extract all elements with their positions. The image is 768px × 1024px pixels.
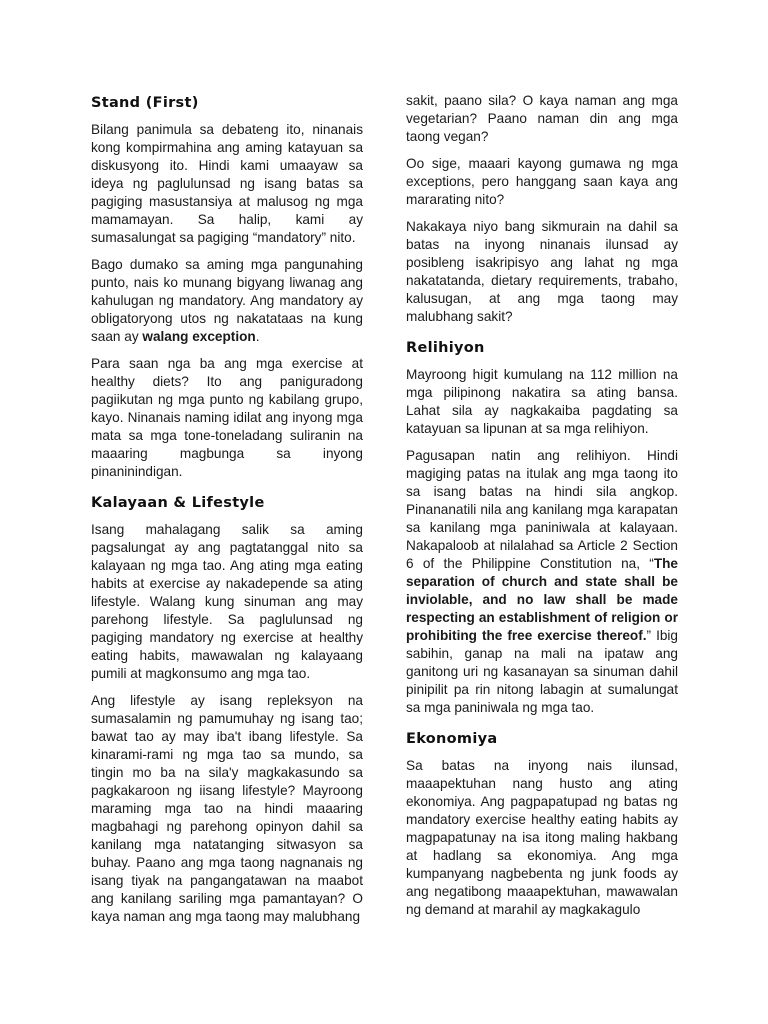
continuation-paragraph-1: sakit, paano sila? O kaya naman ang mga vegetarian? Paano naman din ang mga taong vegan? [406,93,678,144]
section-title-stand: Stand (First) [91,95,199,111]
section-title-ekonomiya: Ekonomiya [406,731,498,747]
kalayaan-paragraph-2: Ang lifestyle ay isang repleksyon na sumasalamin ng pamumuhay ng isang tao; bawat tao ay may iba't ibang lifestyle. Sa kinarami-rami ng mga tao sa mundo, sa tingin mo ba na sila'y magkakasundo sa pagkakaroon ng iisang lifestyle? Mayroong maraming mga tao na hindi maaaring magbahagi ng parehong opinyon dahil sa kanilang mga natatanging sitwasyon sa buhay. Paano ang mga taong nagnanais ng isang tiyak na pangangatawan na maabot ang kanilang sariling mga pamantayan? O kaya naman ang mga taong may malubhang [91,693,363,924]
section-title-relihiyon: Relihiyon [406,340,485,356]
constitution-quote: The separation of church and state shall be inviolable, and no law shall be made respecting an establishment of religion or prohibiting the free exercise thereof. [406,556,678,643]
stand-paragraph-2-text: Bago dumako sa aming mga pangunahing punto, nais ko munang bigyang liwanag ang kahulugan ng mandatory. Ang mandatory ay obligatoryong utos ng nakatataas na kung saan ay [91,257,363,344]
ekonomiya-paragraph-1: Sa batas na inyong nais ilunsad, maaapektuhan nang husto ang ating ekonomiya. Ang pagpapatupad ng batas ng mandatory exercise healthy eating habits ay magpapatunay na isa itong maling hakbang at hadlang sa ekonomiya. Ang mga kumpanyang nagbebenta ng junk foods ay ang negatibong maaapektuhan, mawawalan ng demand at marahil ay magkakagulo [406,758,678,917]
stand-paragraph-1: Bilang panimula sa debateng ito, ninanais kong kompirmahina ang aming katayuan sa diskusyong ito. Hindi kami umaayaw sa ideya ng paglulunsad ng isang batas sa pagiging masustansiya at malusog ng mga mamamayan. Sa halip, kami ay sumasalungat sa pagiging “mandatory” nito. [91,122,363,245]
kalayaan-paragraph-1: Isang mahalagang salik sa aming pagsalungat ay ang pagtatanggal nito sa kalayaan ng mga tao. Ang ating mga eating habits at exercise ay nakadepende sa ating lifestyle. Walang kung sinuman ang may parehong lifestyle. Sa paglulunsad ng pagiging mandatory ng exercise at healthy eating habits, mawawalan ng kalayaang pumili at magkonsumo ang mga tao. [91,522,363,681]
stand-paragraph-3: Para saan nga ba ang mga exercise at healthy diets? Ito ang paniguradong pagiikutan ng mga punto ng kabilang grupo, kayo. Ninanais naming idilat ang inyong mga mata sa mga tone-toneladang suliranin na maaaring magbunga sa inyong pinaninindigan. [91,356,363,479]
section-title-kalayaan: Kalayaan & Lifestyle [91,495,265,511]
right-column [406,92,678,928]
relihiyon-paragraph-2-text-b: ” Ibig sabihin, ganap na mali na ipataw ang ganitong uri ng kasanayan sa sinuman dahil pinipilit pa rin nitong labagin at sumalungat sa mga paniniwala ng mga tao. [406,628,678,715]
relihiyon-paragraph-1: Mayroong higit kumulang na 112 million na mga pilipinong nakatira sa ating bansa. Lahat sila ay nagkakaiba pagdating sa katayuan sa lipunan at sa mga relihiyon. [406,367,678,436]
continuation-paragraph-3: Nakakaya niyo bang sikmurain na dahil sa batas na inyong ninanais ilunsad ay posibleng isakripisyo ang lahat ng mga nakatatanda, dietary requirements, trabaho, kalusugan, at ang mga taong may malubhang sakit? [406,219,678,324]
left-column [91,95,363,935]
stand-paragraph-2 [91,256,363,346]
continuation-paragraph-2: Oo sige, maaari kayong gumawa ng mga exceptions, pero hanggang saan kaya ang mararating nito? [406,156,678,207]
relihiyon-paragraph-2-text-a: Pagusapan natin ang relihiyon. Hindi magiging patas na itulak ang mga taong ito sa isang batas na hindi sila angkop. Pinananatili nila ang kanilang mga karapatan sa kanilang mga paniniwala at kalayaan. Nakapaloob at nilalahad sa Article 2 Section 6 of the Philippine Constitution na, “ [406,448,678,571]
stand-paragraph-2-end: . [255,329,260,344]
relihiyon-paragraph-2 [406,447,678,717]
stand-paragraph-2-bold: walang exception [142,329,256,344]
